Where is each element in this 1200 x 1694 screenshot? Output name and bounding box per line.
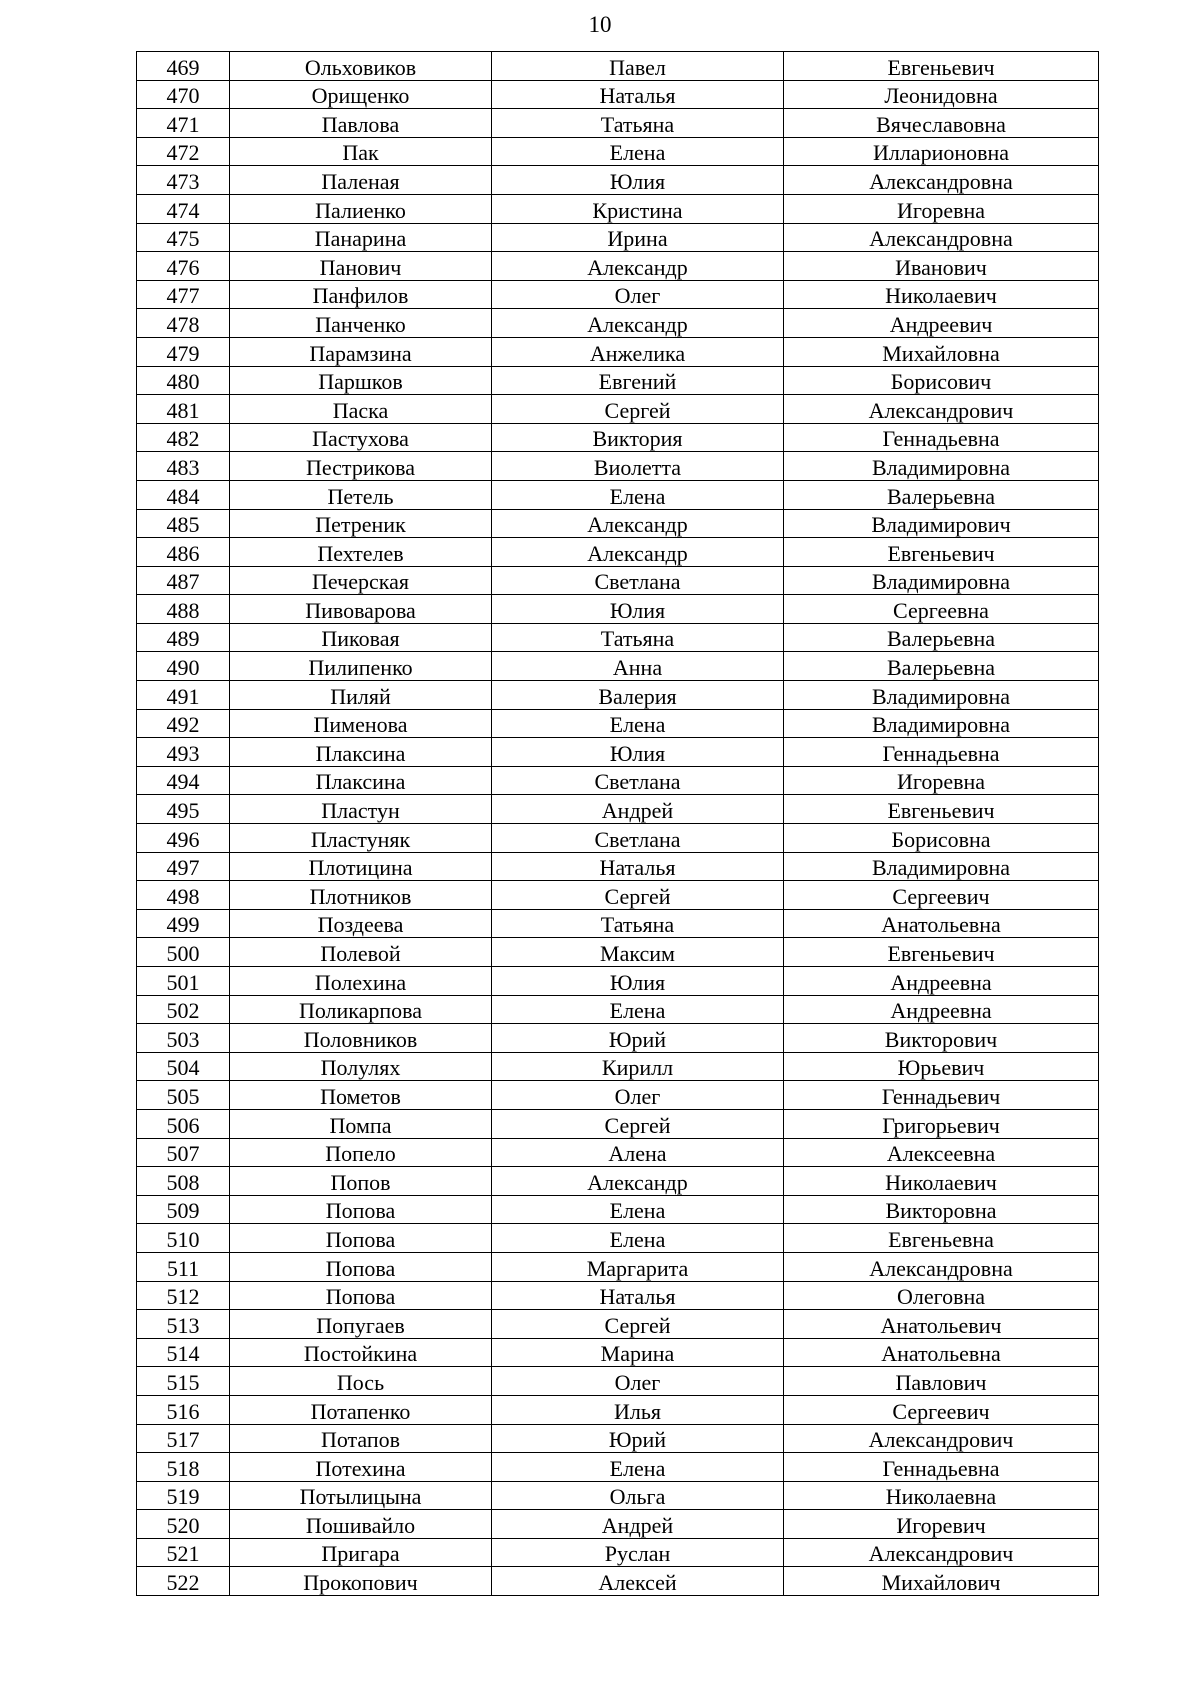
- table-row: [137, 824, 1099, 853]
- table-row: [137, 52, 1099, 81]
- first-name-cell: Олег: [492, 1367, 784, 1396]
- patronymic-cell: Николаевич: [784, 280, 1099, 309]
- row-number-cell: 487: [137, 566, 230, 595]
- patronymic-cell: Викторович: [784, 1024, 1099, 1053]
- last-name-cell: Орищенко: [230, 80, 492, 109]
- first-name-cell: Елена: [492, 137, 784, 166]
- table-row: [137, 80, 1099, 109]
- table-row: [137, 1252, 1099, 1281]
- last-name-cell: Полевой: [230, 938, 492, 967]
- row-number-cell: 484: [137, 480, 230, 509]
- patronymic-cell: Валерьевна: [784, 652, 1099, 681]
- first-name-cell: Виолетта: [492, 452, 784, 481]
- first-name-cell: Олег: [492, 280, 784, 309]
- first-name-cell: Светлана: [492, 766, 784, 795]
- row-number-cell: 491: [137, 681, 230, 710]
- table-row: [137, 223, 1099, 252]
- table-row: [137, 852, 1099, 881]
- last-name-cell: Потехина: [230, 1453, 492, 1482]
- row-number-cell: 509: [137, 1195, 230, 1224]
- patronymic-cell: Сергеевич: [784, 1395, 1099, 1424]
- last-name-cell: Пометов: [230, 1081, 492, 1110]
- patronymic-cell: Евгеньевна: [784, 1224, 1099, 1253]
- last-name-cell: Пошивайло: [230, 1510, 492, 1539]
- row-number-cell: 475: [137, 223, 230, 252]
- row-number-cell: 516: [137, 1395, 230, 1424]
- row-number-cell: 472: [137, 137, 230, 166]
- last-name-cell: Плаксина: [230, 738, 492, 767]
- row-number-cell: 498: [137, 881, 230, 910]
- table-row: [137, 967, 1099, 996]
- row-number-cell: 471: [137, 109, 230, 138]
- patronymic-cell: Владимировна: [784, 852, 1099, 881]
- last-name-cell: Панарина: [230, 223, 492, 252]
- patronymic-cell: Александровна: [784, 1252, 1099, 1281]
- patronymic-cell: Вячеславовна: [784, 109, 1099, 138]
- last-name-cell: Поздеева: [230, 909, 492, 938]
- row-number-cell: 469: [137, 52, 230, 81]
- page-number: 10: [588, 12, 612, 37]
- first-name-cell: Александр: [492, 309, 784, 338]
- patronymic-cell: Валерьевна: [784, 480, 1099, 509]
- row-number-cell: 480: [137, 366, 230, 395]
- first-name-cell: Алена: [492, 1138, 784, 1167]
- table-row: [137, 109, 1099, 138]
- table-row: [137, 1567, 1099, 1596]
- last-name-cell: Пиляй: [230, 681, 492, 710]
- last-name-cell: Пригара: [230, 1538, 492, 1567]
- patronymic-cell: Владимировна: [784, 681, 1099, 710]
- row-number-cell: 518: [137, 1453, 230, 1482]
- table-row: [137, 309, 1099, 338]
- last-name-cell: Пехтелев: [230, 538, 492, 567]
- patronymic-cell: Владимирович: [784, 509, 1099, 538]
- patronymic-cell: Анатольевна: [784, 1338, 1099, 1367]
- last-name-cell: Попова: [230, 1252, 492, 1281]
- row-number-cell: 504: [137, 1052, 230, 1081]
- first-name-cell: Елена: [492, 709, 784, 738]
- first-name-cell: Кристина: [492, 194, 784, 223]
- patronymic-cell: Анатольевна: [784, 909, 1099, 938]
- last-name-cell: Пиковая: [230, 623, 492, 652]
- patronymic-cell: Михайловна: [784, 337, 1099, 366]
- table-row: [137, 1424, 1099, 1453]
- last-name-cell: Пластун: [230, 795, 492, 824]
- table-row: [137, 938, 1099, 967]
- table-row: [137, 881, 1099, 910]
- row-number-cell: 485: [137, 509, 230, 538]
- first-name-cell: Анна: [492, 652, 784, 681]
- first-name-cell: Илья: [492, 1395, 784, 1424]
- last-name-cell: Паска: [230, 395, 492, 424]
- row-number-cell: 519: [137, 1481, 230, 1510]
- table-row: [137, 623, 1099, 652]
- patronymic-cell: Евгеньевич: [784, 52, 1099, 81]
- patronymic-cell: Михайлович: [784, 1567, 1099, 1596]
- first-name-cell: Андрей: [492, 795, 784, 824]
- last-name-cell: Прокопович: [230, 1567, 492, 1596]
- last-name-cell: Паршков: [230, 366, 492, 395]
- table-row: [137, 1395, 1099, 1424]
- row-number-cell: 489: [137, 623, 230, 652]
- first-name-cell: Наталья: [492, 80, 784, 109]
- row-number-cell: 496: [137, 824, 230, 853]
- table-row: [137, 423, 1099, 452]
- patronymic-cell: Борисовна: [784, 824, 1099, 853]
- patronymic-cell: Сергеевна: [784, 595, 1099, 624]
- last-name-cell: Пилипенко: [230, 652, 492, 681]
- last-name-cell: Потапов: [230, 1424, 492, 1453]
- table-row: [137, 137, 1099, 166]
- row-number-cell: 474: [137, 194, 230, 223]
- row-number-cell: 492: [137, 709, 230, 738]
- table-row: [137, 1052, 1099, 1081]
- row-number-cell: 470: [137, 80, 230, 109]
- last-name-cell: Попугаев: [230, 1310, 492, 1339]
- last-name-cell: Парамзина: [230, 337, 492, 366]
- table-row: [137, 509, 1099, 538]
- row-number-cell: 515: [137, 1367, 230, 1396]
- row-number-cell: 506: [137, 1109, 230, 1138]
- patronymic-cell: Юрьевич: [784, 1052, 1099, 1081]
- patronymic-cell: Игоревна: [784, 766, 1099, 795]
- patronymic-cell: Евгеньевич: [784, 795, 1099, 824]
- first-name-cell: Павел: [492, 52, 784, 81]
- row-number-cell: 493: [137, 738, 230, 767]
- row-number-cell: 486: [137, 538, 230, 567]
- row-number-cell: 490: [137, 652, 230, 681]
- row-number-cell: 511: [137, 1252, 230, 1281]
- last-name-cell: Полехина: [230, 967, 492, 996]
- table-row: [137, 395, 1099, 424]
- row-number-cell: 505: [137, 1081, 230, 1110]
- row-number-cell: 499: [137, 909, 230, 938]
- patronymic-cell: Геннадьевна: [784, 738, 1099, 767]
- table-row: [137, 452, 1099, 481]
- row-number-cell: 521: [137, 1538, 230, 1567]
- first-name-cell: Юрий: [492, 1424, 784, 1453]
- first-name-cell: Елена: [492, 1453, 784, 1482]
- last-name-cell: Пивоварова: [230, 595, 492, 624]
- first-name-cell: Евгений: [492, 366, 784, 395]
- last-name-cell: Попов: [230, 1167, 492, 1196]
- first-name-cell: Руслан: [492, 1538, 784, 1567]
- row-number-cell: 514: [137, 1338, 230, 1367]
- first-name-cell: Ирина: [492, 223, 784, 252]
- row-number-cell: 502: [137, 995, 230, 1024]
- table-row: [137, 1281, 1099, 1310]
- last-name-cell: Поликарпова: [230, 995, 492, 1024]
- first-name-cell: Маргарита: [492, 1252, 784, 1281]
- table-row: [137, 909, 1099, 938]
- first-name-cell: Анжелика: [492, 337, 784, 366]
- patronymic-cell: Олеговна: [784, 1281, 1099, 1310]
- table-row: [137, 166, 1099, 195]
- first-name-cell: Александр: [492, 538, 784, 567]
- first-name-cell: Александр: [492, 1167, 784, 1196]
- first-name-cell: Виктория: [492, 423, 784, 452]
- table-row: [137, 1510, 1099, 1539]
- patronymic-cell: Илларионовна: [784, 137, 1099, 166]
- last-name-cell: Ольховиков: [230, 52, 492, 81]
- first-name-cell: Кирилл: [492, 1052, 784, 1081]
- row-number-cell: 483: [137, 452, 230, 481]
- last-name-cell: Потылицына: [230, 1481, 492, 1510]
- patronymic-cell: Валерьевна: [784, 623, 1099, 652]
- row-number-cell: 520: [137, 1510, 230, 1539]
- last-name-cell: Половников: [230, 1024, 492, 1053]
- table-row: [137, 595, 1099, 624]
- patronymic-cell: Александрович: [784, 395, 1099, 424]
- first-name-cell: Олег: [492, 1081, 784, 1110]
- row-number-cell: 473: [137, 166, 230, 195]
- table-row: [137, 1538, 1099, 1567]
- first-name-cell: Марина: [492, 1338, 784, 1367]
- first-name-cell: Ольга: [492, 1481, 784, 1510]
- row-number-cell: 495: [137, 795, 230, 824]
- table-row: [137, 681, 1099, 710]
- row-number-cell: 479: [137, 337, 230, 366]
- last-name-cell: Пименова: [230, 709, 492, 738]
- first-name-cell: Татьяна: [492, 909, 784, 938]
- table-row: [137, 652, 1099, 681]
- first-name-cell: Наталья: [492, 1281, 784, 1310]
- row-number-cell: 476: [137, 252, 230, 281]
- last-name-cell: Попова: [230, 1224, 492, 1253]
- patronymic-cell: Леонидовна: [784, 80, 1099, 109]
- first-name-cell: Сергей: [492, 395, 784, 424]
- row-number-cell: 497: [137, 852, 230, 881]
- patronymic-cell: Владимировна: [784, 452, 1099, 481]
- row-number-cell: 517: [137, 1424, 230, 1453]
- patronymic-cell: Владимировна: [784, 566, 1099, 595]
- table-row: [137, 1195, 1099, 1224]
- table-row: [137, 1167, 1099, 1196]
- patronymic-cell: Александровна: [784, 223, 1099, 252]
- first-name-cell: Юлия: [492, 738, 784, 767]
- first-name-cell: Юрий: [492, 1024, 784, 1053]
- patronymic-cell: Андреевич: [784, 309, 1099, 338]
- table-row: [137, 766, 1099, 795]
- last-name-cell: Постойкина: [230, 1338, 492, 1367]
- first-name-cell: Сергей: [492, 881, 784, 910]
- row-number-cell: 477: [137, 280, 230, 309]
- first-name-cell: Елена: [492, 1195, 784, 1224]
- table-row: [137, 538, 1099, 567]
- first-name-cell: Александр: [492, 509, 784, 538]
- patronymic-cell: Андреевна: [784, 967, 1099, 996]
- table-row: [137, 1367, 1099, 1396]
- patronymic-cell: Алексеевна: [784, 1138, 1099, 1167]
- row-number-cell: 501: [137, 967, 230, 996]
- last-name-cell: Панченко: [230, 309, 492, 338]
- last-name-cell: Плаксина: [230, 766, 492, 795]
- patronymic-cell: Борисович: [784, 366, 1099, 395]
- first-name-cell: Елена: [492, 995, 784, 1024]
- last-name-cell: Палиенко: [230, 194, 492, 223]
- row-number-cell: 500: [137, 938, 230, 967]
- patronymic-cell: Николаевич: [784, 1167, 1099, 1196]
- last-name-cell: Панович: [230, 252, 492, 281]
- table-row: [137, 738, 1099, 767]
- first-name-cell: Светлана: [492, 566, 784, 595]
- patronymic-cell: Викторовна: [784, 1195, 1099, 1224]
- row-number-cell: 494: [137, 766, 230, 795]
- last-name-cell: Павлова: [230, 109, 492, 138]
- table-row: [137, 280, 1099, 309]
- patronymic-cell: Александрович: [784, 1538, 1099, 1567]
- patronymic-cell: Павлович: [784, 1367, 1099, 1396]
- last-name-cell: Попело: [230, 1138, 492, 1167]
- patronymic-cell: Сергеевич: [784, 881, 1099, 910]
- row-number-cell: 478: [137, 309, 230, 338]
- last-name-cell: Пастухова: [230, 423, 492, 452]
- last-name-cell: Панфилов: [230, 280, 492, 309]
- table-row: [137, 709, 1099, 738]
- patronymic-cell: Григорьевич: [784, 1109, 1099, 1138]
- first-name-cell: Елена: [492, 480, 784, 509]
- table-row: [137, 1109, 1099, 1138]
- table-row: [137, 337, 1099, 366]
- roster-table: [136, 51, 1099, 1596]
- first-name-cell: Максим: [492, 938, 784, 967]
- table-row: [137, 1081, 1099, 1110]
- row-number-cell: 512: [137, 1281, 230, 1310]
- row-number-cell: 482: [137, 423, 230, 452]
- row-number-cell: 510: [137, 1224, 230, 1253]
- last-name-cell: Помпа: [230, 1109, 492, 1138]
- table-row: [137, 1453, 1099, 1482]
- table-row: [137, 480, 1099, 509]
- patronymic-cell: Евгеньевич: [784, 538, 1099, 567]
- last-name-cell: Попова: [230, 1195, 492, 1224]
- row-number-cell: 507: [137, 1138, 230, 1167]
- row-number-cell: 508: [137, 1167, 230, 1196]
- row-number-cell: 503: [137, 1024, 230, 1053]
- table-row: [137, 1481, 1099, 1510]
- patronymic-cell: Евгеньевич: [784, 938, 1099, 967]
- first-name-cell: Сергей: [492, 1310, 784, 1339]
- last-name-cell: Попова: [230, 1281, 492, 1310]
- patronymic-cell: Александровна: [784, 166, 1099, 195]
- first-name-cell: Алексей: [492, 1567, 784, 1596]
- roster-table-body: [137, 52, 1099, 1596]
- patronymic-cell: Геннадьевна: [784, 423, 1099, 452]
- table-row: [137, 1138, 1099, 1167]
- last-name-cell: Плотицина: [230, 852, 492, 881]
- last-name-cell: Плотников: [230, 881, 492, 910]
- table-row: [137, 1224, 1099, 1253]
- first-name-cell: Андрей: [492, 1510, 784, 1539]
- last-name-cell: Пластуняк: [230, 824, 492, 853]
- first-name-cell: Сергей: [492, 1109, 784, 1138]
- patronymic-cell: Геннадьевич: [784, 1081, 1099, 1110]
- last-name-cell: Петреник: [230, 509, 492, 538]
- table-row: [137, 366, 1099, 395]
- last-name-cell: Паленая: [230, 166, 492, 195]
- first-name-cell: Наталья: [492, 852, 784, 881]
- first-name-cell: Светлана: [492, 824, 784, 853]
- table-row: [137, 1310, 1099, 1339]
- last-name-cell: Полулях: [230, 1052, 492, 1081]
- first-name-cell: Александр: [492, 252, 784, 281]
- first-name-cell: Юлия: [492, 166, 784, 195]
- last-name-cell: Пось: [230, 1367, 492, 1396]
- table-row: [137, 252, 1099, 281]
- row-number-cell: 488: [137, 595, 230, 624]
- first-name-cell: Юлия: [492, 595, 784, 624]
- patronymic-cell: Владимировна: [784, 709, 1099, 738]
- table-row: [137, 1338, 1099, 1367]
- table-row: [137, 194, 1099, 223]
- patronymic-cell: Анатольевич: [784, 1310, 1099, 1339]
- table-row: [137, 995, 1099, 1024]
- last-name-cell: Пестрикова: [230, 452, 492, 481]
- last-name-cell: Петель: [230, 480, 492, 509]
- last-name-cell: Печерская: [230, 566, 492, 595]
- table-row: [137, 1024, 1099, 1053]
- patronymic-cell: Андреевна: [784, 995, 1099, 1024]
- patronymic-cell: Александрович: [784, 1424, 1099, 1453]
- first-name-cell: Юлия: [492, 967, 784, 996]
- table-row: [137, 566, 1099, 595]
- last-name-cell: Потапенко: [230, 1395, 492, 1424]
- patronymic-cell: Геннадьевна: [784, 1453, 1099, 1482]
- patronymic-cell: Николаевна: [784, 1481, 1099, 1510]
- patronymic-cell: Иванович: [784, 252, 1099, 281]
- row-number-cell: 513: [137, 1310, 230, 1339]
- last-name-cell: Пак: [230, 137, 492, 166]
- first-name-cell: Татьяна: [492, 623, 784, 652]
- first-name-cell: Елена: [492, 1224, 784, 1253]
- first-name-cell: Татьяна: [492, 109, 784, 138]
- row-number-cell: 522: [137, 1567, 230, 1596]
- patronymic-cell: Игоревна: [784, 194, 1099, 223]
- table-row: [137, 795, 1099, 824]
- first-name-cell: Валерия: [492, 681, 784, 710]
- patronymic-cell: Игоревич: [784, 1510, 1099, 1539]
- row-number-cell: 481: [137, 395, 230, 424]
